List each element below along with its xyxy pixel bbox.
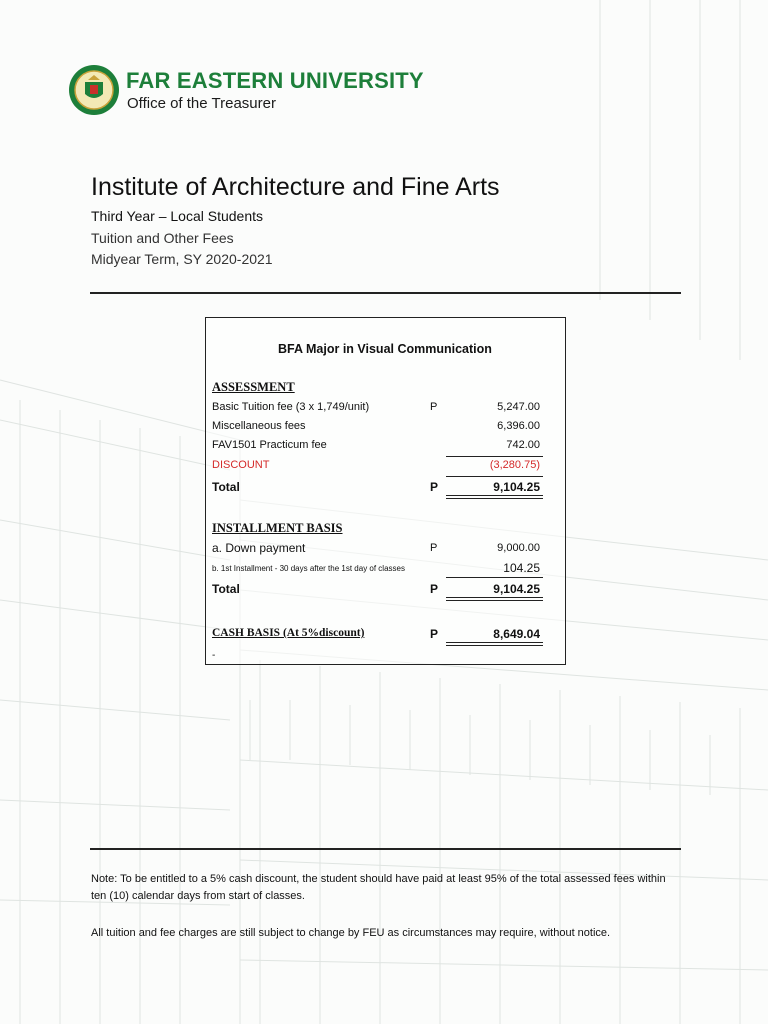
cash-basis-double-underline	[446, 642, 543, 646]
cash-basis-amount: 8,649.04	[493, 627, 540, 641]
installment-double-underline	[446, 597, 543, 601]
term-label: Midyear Term, SY 2020-2021	[91, 251, 273, 267]
cash-discount-note: Note: To be entitled to a 5% cash discount, the student should have paid at least 95% of the total assessed fees within ten (10) calendar days from start of classes.	[91, 873, 666, 902]
assessment-total-amount: 9,104.25	[493, 480, 540, 494]
subject-to-change-note: All tuition and fee charges are still subject to change by FEU as circumstances may require, without notice.	[91, 927, 611, 939]
university-name: FAR EASTERN UNIVERSITY	[126, 68, 424, 93]
discount-overline	[446, 456, 543, 457]
total-double-underline	[446, 495, 543, 499]
feu-seal-icon	[68, 60, 120, 120]
misc-label: Miscellaneous fees	[212, 420, 306, 432]
down-payment-currency: P	[430, 542, 438, 554]
tuition-label: Basic Tuition fee (3 x 1,749/unit)	[212, 401, 370, 413]
fee-type: Tuition and Other Fees	[91, 230, 234, 246]
bottom-divider	[90, 848, 681, 850]
tuition-currency: P	[430, 401, 438, 413]
practicum-label: FAV1501 Practicum fee	[212, 439, 327, 451]
down-payment-amount: 9,000.00	[497, 542, 540, 554]
fee-schedule-box	[205, 317, 566, 665]
year-level: Third Year – Local Students	[91, 208, 264, 224]
discount-label: DISCOUNT	[212, 459, 270, 471]
stray-mark: -	[212, 650, 216, 661]
installment-heading: INSTALLMENT BASIS	[212, 521, 343, 535]
assessment-total-label: Total	[212, 480, 240, 494]
misc-amount: 6,396.00	[497, 420, 540, 432]
discount-amount: (3,280.75)	[489, 459, 540, 471]
cash-basis-label: CASH BASIS (At 5%discount)	[212, 627, 365, 639]
tuition-amount: 5,247.00	[497, 401, 540, 413]
practicum-amount: 742.00	[506, 439, 540, 451]
institute-title: Institute of Architecture and Fine Arts	[91, 173, 500, 201]
first-installment-label: b. 1st Installment - 30 days after the 1st day of classes	[212, 564, 405, 573]
total-overline	[446, 476, 543, 477]
installment-total-currency: P	[430, 582, 439, 596]
installment-total-label: Total	[212, 582, 240, 596]
assessment-heading: ASSESSMENT	[212, 380, 295, 394]
office-name: Office of the Treasurer	[127, 95, 276, 112]
installment-overline	[446, 577, 543, 578]
installment-total-amount: 9,104.25	[493, 582, 540, 596]
first-installment-amount: 104.25	[503, 561, 540, 575]
down-payment-label: a. Down payment	[212, 541, 306, 555]
program-title: BFA Major in Visual Communication	[278, 342, 492, 356]
cash-basis-currency: P	[430, 627, 439, 641]
top-divider	[90, 292, 681, 294]
assessment-total-currency: P	[430, 480, 439, 494]
